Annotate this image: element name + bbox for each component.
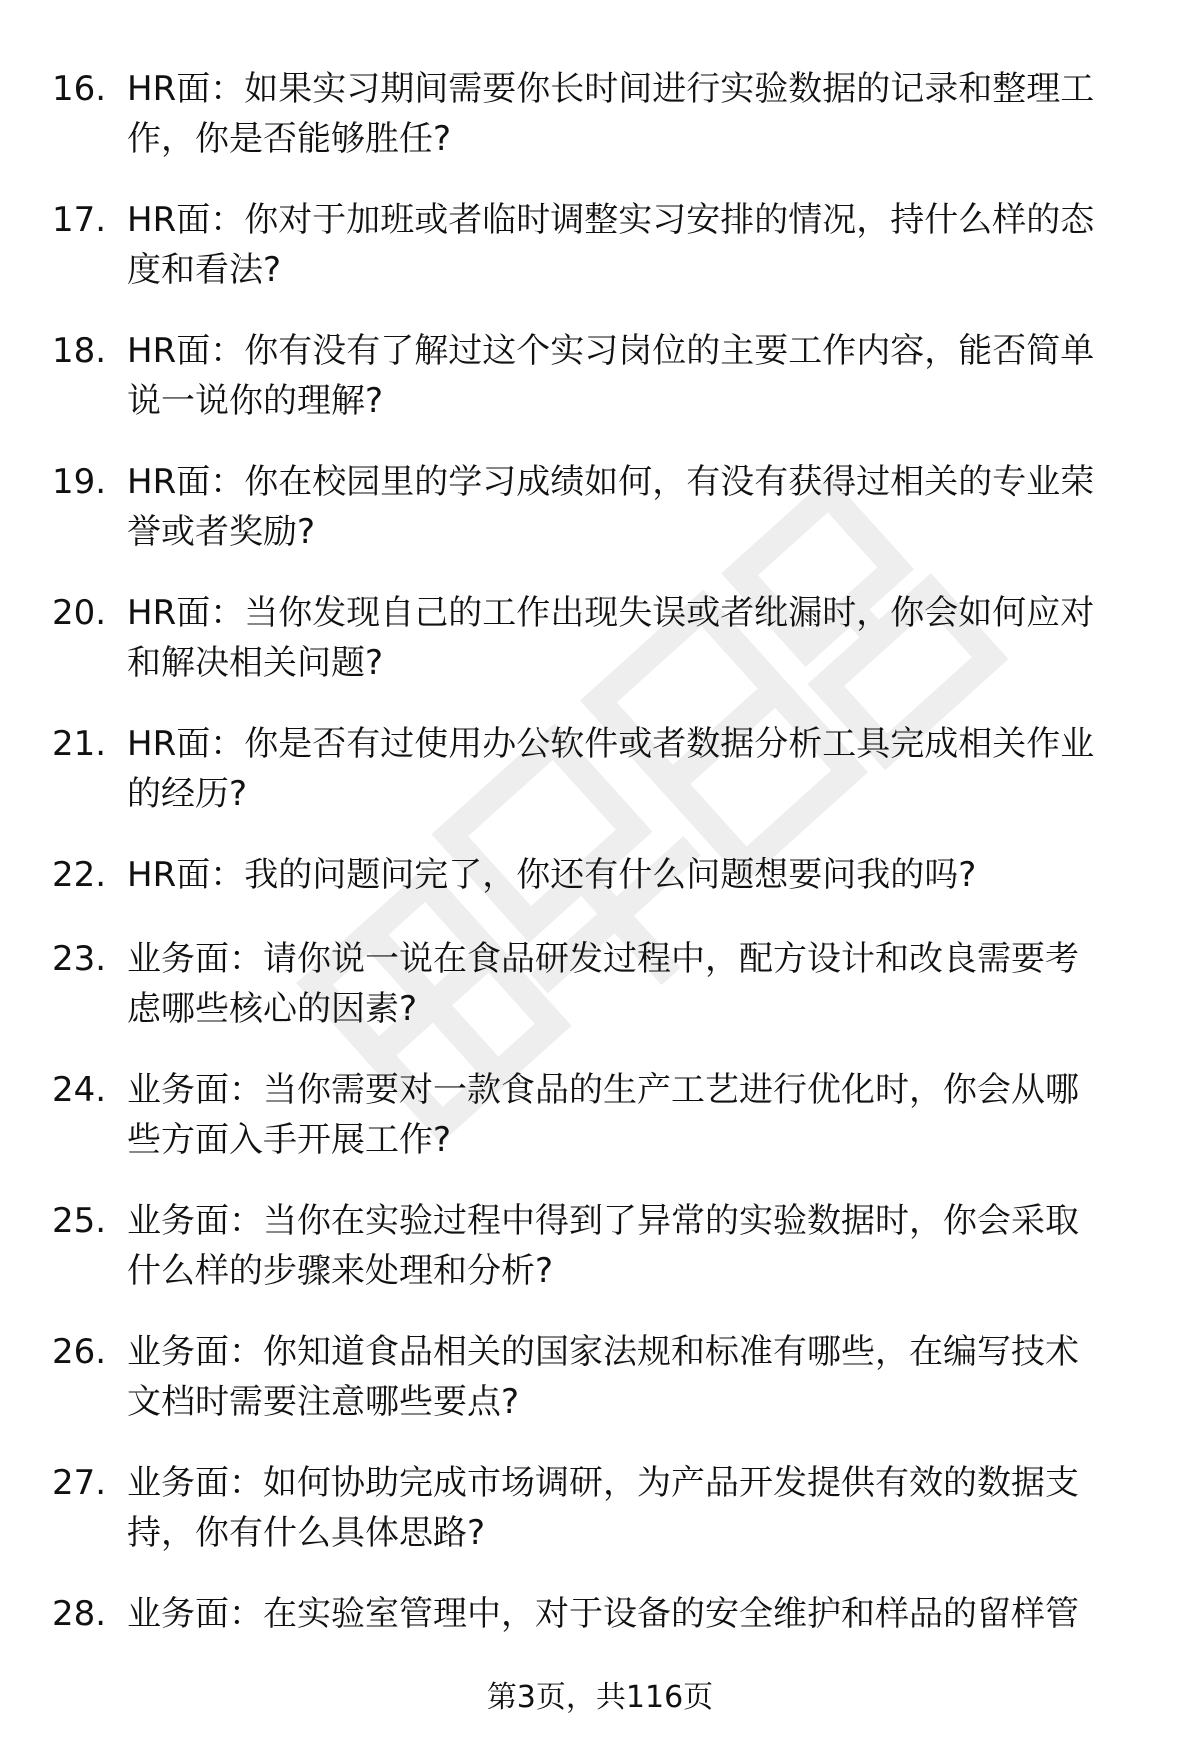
- question-line: HR面：你是否有过使用办公软件或者数据分析工具完成相关作业: [127, 724, 1095, 764]
- list-item: [0, 177, 1200, 308]
- question-text: [127, 719, 1167, 819]
- question-line: 业务面：如何协助完成市场调研，为产品开发提供有效的数据支: [127, 1463, 1079, 1503]
- question-line: HR面：你在校园里的学习成绩如何，有没有获得过相关的专业荣: [127, 462, 1095, 502]
- list-item: [0, 308, 1200, 439]
- question-number: 21.: [52, 724, 107, 764]
- question-number: 19.: [52, 462, 107, 502]
- question-text: [127, 1196, 1167, 1296]
- question-text: [127, 326, 1167, 426]
- list-item: [0, 701, 1200, 832]
- question-line: HR面：如果实习期间需要你长时间进行实验数据的记录和整理工: [127, 69, 1095, 109]
- question-number: 26.: [52, 1332, 107, 1372]
- question-text: [127, 64, 1167, 164]
- question-line: 业务面：请你说一说在食品研发过程中，配方设计和改良需要考: [127, 939, 1079, 979]
- question-text: [127, 850, 1167, 900]
- question-text: [127, 1589, 1167, 1639]
- question-line: 的经历?: [127, 774, 248, 814]
- page-footer: 第3页，共116页: [486, 1680, 714, 1715]
- question-line: HR面：当你发现自己的工作出现失误或者纰漏时，你会如何应对: [127, 593, 1095, 633]
- question-number: 27.: [52, 1463, 107, 1503]
- question-line: 和解决相关问题?: [127, 643, 384, 683]
- question-text: [127, 1065, 1167, 1165]
- question-list: [0, 46, 1200, 1655]
- question-line: 业务面：当你需要对一款食品的生产工艺进行优化时，你会从哪: [127, 1070, 1079, 1110]
- question-line: 作，你是否能够胜任?: [127, 119, 452, 159]
- question-number: 23.: [52, 939, 107, 979]
- list-item: [0, 1571, 1200, 1655]
- list-item: [0, 46, 1200, 177]
- list-item: [0, 1440, 1200, 1571]
- question-text: [127, 934, 1167, 1034]
- question-line: 业务面：在实验室管理中，对于设备的安全维护和样品的留样管: [127, 1594, 1079, 1634]
- question-line: 持，你有什么具体思路?: [127, 1513, 486, 1553]
- question-line: HR面：你对于加班或者临时调整实习安排的情况，持什么样的态: [127, 200, 1095, 240]
- question-line: 度和看法?: [127, 250, 282, 290]
- list-item: [0, 916, 1200, 1047]
- question-line: 誉或者奖励?: [127, 512, 316, 552]
- question-line: 说一说你的理解?: [127, 381, 384, 421]
- question-line: HR面：我的问题问完了，你还有什么问题想要问我的吗?: [127, 855, 977, 895]
- question-number: 22.: [52, 855, 107, 895]
- list-item: [0, 570, 1200, 701]
- question-number: 24.: [52, 1070, 107, 1110]
- list-item: [0, 832, 1200, 916]
- question-number: 25.: [52, 1201, 107, 1241]
- question-number: 16.: [52, 69, 107, 109]
- question-line: 文档时需要注意哪些要点?: [127, 1382, 520, 1422]
- list-item: [0, 1178, 1200, 1309]
- list-item: [0, 439, 1200, 570]
- question-number: 20.: [52, 593, 107, 633]
- question-number: 17.: [52, 200, 107, 240]
- question-number: 28.: [52, 1594, 107, 1634]
- question-text: [127, 1458, 1167, 1558]
- question-line: 业务面：你知道食品相关的国家法规和标准有哪些，在编写技术: [127, 1332, 1079, 1372]
- question-number: 18.: [52, 331, 107, 371]
- list-item: [0, 1309, 1200, 1440]
- question-line: HR面：你有没有了解过这个实习岗位的主要工作内容，能否简单: [127, 331, 1095, 371]
- question-line: 些方面入手开展工作?: [127, 1120, 452, 1160]
- question-text: [127, 1327, 1167, 1427]
- list-item: [0, 1047, 1200, 1178]
- question-line: 虑哪些核心的因素?: [127, 989, 418, 1029]
- question-line: 业务面：当你在实验过程中得到了异常的实验数据时，你会采取: [127, 1201, 1079, 1241]
- question-text: [127, 457, 1167, 557]
- question-line: 什么样的步骤来处理和分析?: [127, 1251, 554, 1291]
- question-text: [127, 195, 1167, 295]
- question-text: [127, 588, 1167, 688]
